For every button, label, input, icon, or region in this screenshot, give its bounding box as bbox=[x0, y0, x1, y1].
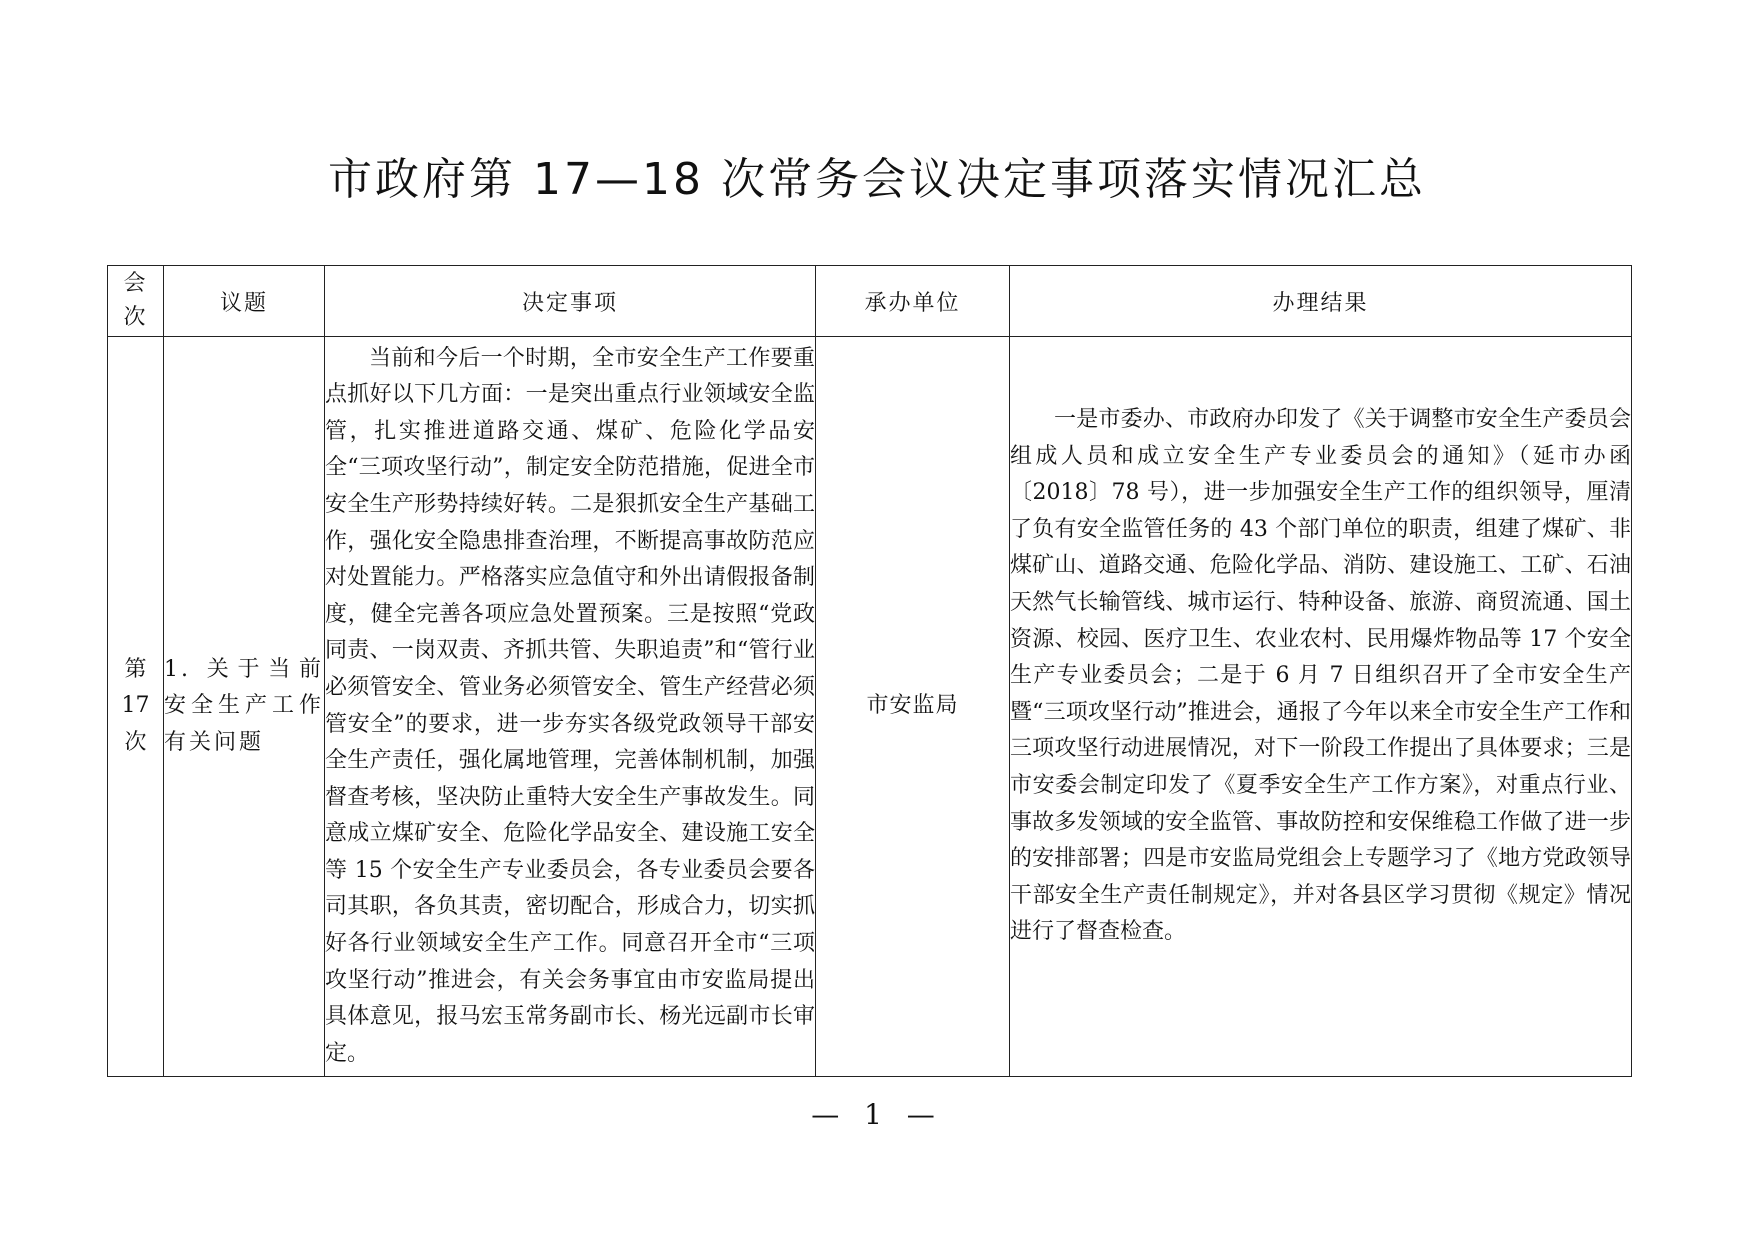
topic-cell: 1. 关于当前安全生产工作有关问题 bbox=[164, 337, 325, 1077]
session-cell bbox=[108, 337, 164, 1077]
header-session-line2: 次 bbox=[123, 305, 148, 330]
table-header-row bbox=[108, 266, 1632, 337]
session-line3: 次 bbox=[124, 729, 147, 755]
page-number: — 1 — bbox=[811, 1098, 943, 1131]
header-unit: 承办单位 bbox=[816, 266, 1010, 337]
session-line1: 第 bbox=[124, 656, 147, 682]
table-row bbox=[108, 337, 1632, 1077]
header-session bbox=[108, 266, 164, 337]
header-result: 办理结果 bbox=[1010, 266, 1632, 337]
result-cell bbox=[1010, 337, 1632, 1077]
header-topic: 议题 bbox=[164, 266, 325, 337]
header-session-line1: 会 bbox=[123, 271, 148, 296]
header-decision: 决定事项 bbox=[325, 266, 816, 337]
unit-cell: 市安监局 bbox=[816, 337, 1010, 1077]
result-text: 一是市委办、市政府办印发了《关于调整市安全生产委员会组成人员和成立安全生产专业委员会的通知》（延市办函〔2018〕78 号），进一步加强安全生产工作的组织领导，厘清了负有安全监管任务的 43 个部门单位的职责，组建了煤矿、非煤矿山、道路交通、危险化学品、消防、建设施工、工矿、石油天然气长输管线、城市运行、特种设备、旅游、商贸流通、国土资源、校园、医疗卫生、农业农村、民用爆炸物品等 17 个安全生产专业委员会；二是于 6 月 7 日组织召开了全市安全生产暨“三项攻坚行动”推进会，通报了今年以来全市安全生产工作和三项攻坚行动进展情况，对下一阶段工作提出了具体要求；三是市安委会制定印发了《夏季安全生产工作方案》，对重点行业、事故多发领域的安全监管、事故防控和安保维稳工作做了进一步的安排部署；四是市安监局党组会上专题学习了《地方党政领导干部安全生产责任制规定》，并对各县区学习贯彻《规定》情况进行了督查检查。 bbox=[1010, 407, 1631, 945]
decision-cell: 当前和今后一个时期，全市安全生产工作要重点抓好以下几方面：一是突出重点行业领域安全监管，扎实推进道路交通、煤矿、危险化学品安全“三项攻坚行动”，制定安全防范措施，促进全市安全生产形势持续好转。二是狠抓安全生产基础工作，强化安全隐患排查治理，不断提高事故防范应对处置能力。严格落实应急值守和外出请假报备制度，健全完善各项应急处置预案。三是按照“党政同责、一岗双责、齐抓共管、失职追责”和“管行业必须管安全、管业务必须管安全、管生产经营必须管安全”的要求，进一步夯实各级党政领导干部安全生产责任，强化属地管理，完善体制机制，加强督查考核，坚决防止重特大安全生产事故发生。同意成立煤矿安全、危险化学品安全、建设施工安全等 15 个安全生产专业委员会，各专业委员会要各司其职，各负其责，密切配合，形成合力，切实抓好各行业领域安全生产工作。同意召开全市“三项攻坚行动”推进会，有关会务事宜由市安监局提出具体意见，报马宏玉常务副市长、杨光远副市长审定。 bbox=[325, 337, 816, 1077]
summary-table bbox=[107, 265, 1632, 1077]
session-line2: 17 bbox=[121, 693, 150, 719]
page-title: 市政府第 17—18 次常务会议决定事项落实情况汇总 bbox=[328, 154, 1426, 205]
